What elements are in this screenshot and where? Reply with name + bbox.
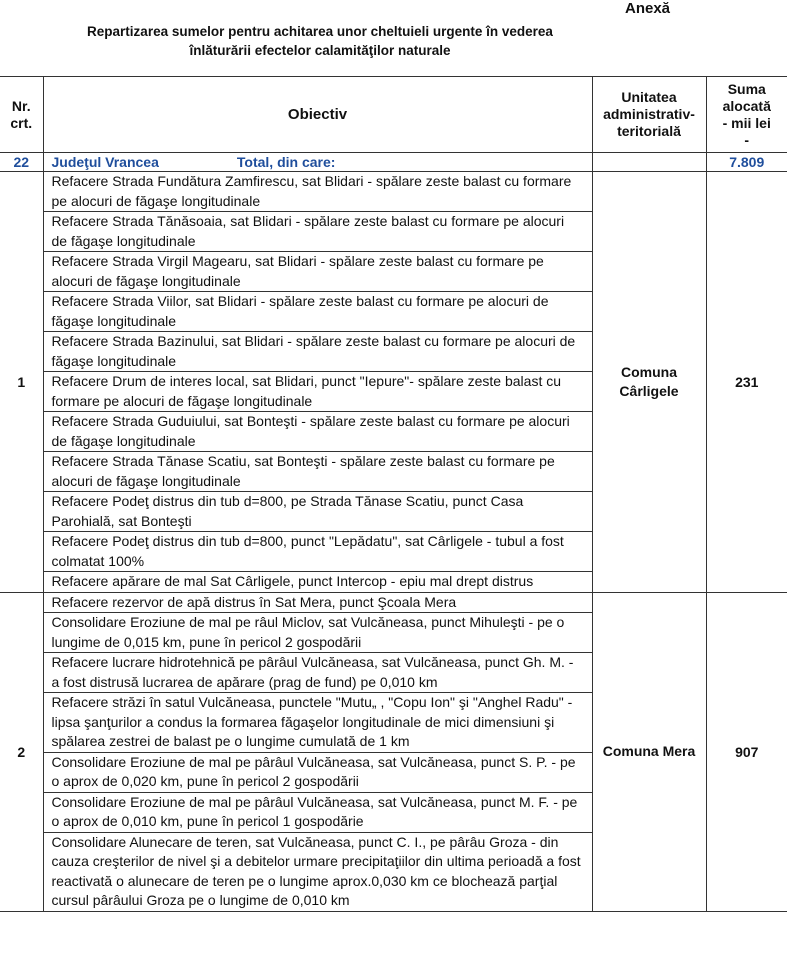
col-sum-line3: - mii lei xyxy=(722,114,771,131)
col-unit-line2: administrativ- xyxy=(603,106,695,122)
list-item: Refacere rezervor de apă distrus în Sat Mera, punct Şcoala Mera xyxy=(43,592,592,613)
list-item: Consolidare Eroziune de mal pe pârâul Vulcăneasa, sat Vulcăneasa, punct M. F. - pe o aprox de 0,010 km, pune în pericol 1 gospodărie xyxy=(43,792,592,832)
col-sum-header xyxy=(706,77,787,153)
list-item: Consolidare Eroziune de mal pe pârâul Vulcăneasa, sat Vulcăneasa, punct S. P. - pe o aprox de 0,020 km, pune în pericol 2 gospodării xyxy=(43,752,592,792)
title-line-1: Repartizarea sumelor pentru achitarea unor cheltuieli urgente în vederea xyxy=(87,24,553,39)
col-unit-header xyxy=(592,77,706,153)
col-sum-line2: alocată xyxy=(722,97,771,114)
group1-unit-line2: Cârligele xyxy=(619,382,679,399)
total-judet: Judeţul Vrancea xyxy=(51,153,159,170)
total-nr: 22 xyxy=(0,153,43,172)
group2-suma: 907 xyxy=(706,592,787,911)
total-label-cell xyxy=(43,153,592,172)
list-item: Refacere Strada Tănase Scatiu, sat Bonteşti - spălare zeste balast cu formare pe alocuri de făgaşe longitudinale xyxy=(43,452,592,492)
group2-unit: Comuna Mera xyxy=(592,592,706,911)
total-row xyxy=(0,153,787,172)
group1-unit-line1: Comuna xyxy=(621,363,677,380)
document-title xyxy=(40,22,600,60)
list-item: Refacere Strada Virgil Magearu, sat Blidari - spălare zeste balast cu formare pe alocuri de făgaşe longitudinale xyxy=(43,252,592,292)
list-item: Refacere Strada Bazinului, sat Blidari - spălare zeste balast cu formare pe alocuri de făgaşe longitudinale xyxy=(43,332,592,372)
list-item: Refacere lucrare hidrotehnică pe pârâul Vulcăneasa, sat Vulcăneasa, punct Gh. M. - a fost distrusă lucrarea de apărare (prag de fund) pe 0,010 km xyxy=(43,653,592,693)
list-item: Refacere Strada Viilor, sat Blidari - spălare zeste balast cu formare pe alocuri de făgaşe longitudinale xyxy=(43,292,592,332)
total-unit xyxy=(592,153,706,172)
total-label: Total, din care: xyxy=(236,153,336,170)
col-nr-header xyxy=(0,77,43,153)
allocation-table xyxy=(0,76,787,912)
list-item: Refacere Strada Tănăsoaia, sat Blidari - spălare zeste balast cu formare pe alocuri de făgaşe longitudinale xyxy=(43,212,592,252)
list-item: Refacere Podeţ distrus din tub d=800, pe Strada Tănase Scatiu, punct Casa Parohială, sat Bonteşti xyxy=(43,492,592,532)
annex-label: Anexă xyxy=(625,0,671,17)
list-item: Consolidare Eroziune de mal pe râul Miclov, sat Vulcăneasa, punct Mihuleşti - pe o lungime de 0,015 km, pune în pericol 2 gospodării xyxy=(43,613,592,653)
col-unit-line1: Unitatea xyxy=(621,89,677,105)
group1-unit xyxy=(592,172,706,593)
col-obiectiv-header: Obiectiv xyxy=(43,77,592,153)
list-item: Refacere străzi în satul Vulcăneasa, punctele "Mutu„ , "Copu Ion" şi "Anghel Radu" - lipsa şanţurilor a condus la formarea făgaşelor longitudinale de mici dimensiuni şi spălarea zestrei de balast pe o lungime cumulată de 1 km xyxy=(43,693,592,753)
col-unit-line3: teritorială xyxy=(617,123,681,139)
group1-suma: 231 xyxy=(706,172,787,593)
list-item: Refacere Drum de interes local, sat Blidari, punct "Iepure"- spălare zeste balast cu formare pe alocuri de făgaşe longitudinale xyxy=(43,372,592,412)
list-item: Refacere Strada Fundătura Zamfirescu, sat Blidari - spălare zeste balast cu formare pe alocuri de făgaşe longitudinale xyxy=(43,172,592,212)
list-item: Refacere apărare de mal Sat Cârligele, punct Intercop - epiu mal drept distrus xyxy=(43,572,592,593)
list-item: Refacere Strada Guduiului, sat Bonteşti - spălare zeste balast cu formare pe alocuri de făgaşe longitudinale xyxy=(43,412,592,452)
col-nr-line2: crt. xyxy=(10,114,33,131)
total-suma: 7.809 xyxy=(706,153,787,172)
title-line-2: înlăturării efectelor calamităţilor naturale xyxy=(189,43,451,58)
col-sum-line1: Suma xyxy=(727,80,766,97)
col-sum-line4: - xyxy=(744,131,750,148)
list-item: Refacere Podeţ distrus din tub d=800, punct "Lepădatu", sat Cârligele - tubul a fost colmatat 100% xyxy=(43,532,592,572)
group2-nr: 2 xyxy=(0,592,43,911)
table-row xyxy=(0,172,787,212)
group1-nr: 1 xyxy=(0,172,43,593)
list-item: Consolidare Alunecare de teren, sat Vulcăneasa, punct C. I., pe pârâu Groza - din cauza creşterilor de nivel şi a debitelor urmare precipitaţiilor din ultima perioadă a fost reactivată o alunecare de teren pe o lungime aprox.0,030 km ce blochează parţial cursul pârâului Groza pe o lungime de 0,010 km xyxy=(43,832,592,911)
col-nr-line1: Nr. xyxy=(11,97,31,114)
table-row xyxy=(0,592,787,613)
header-row xyxy=(0,77,787,153)
